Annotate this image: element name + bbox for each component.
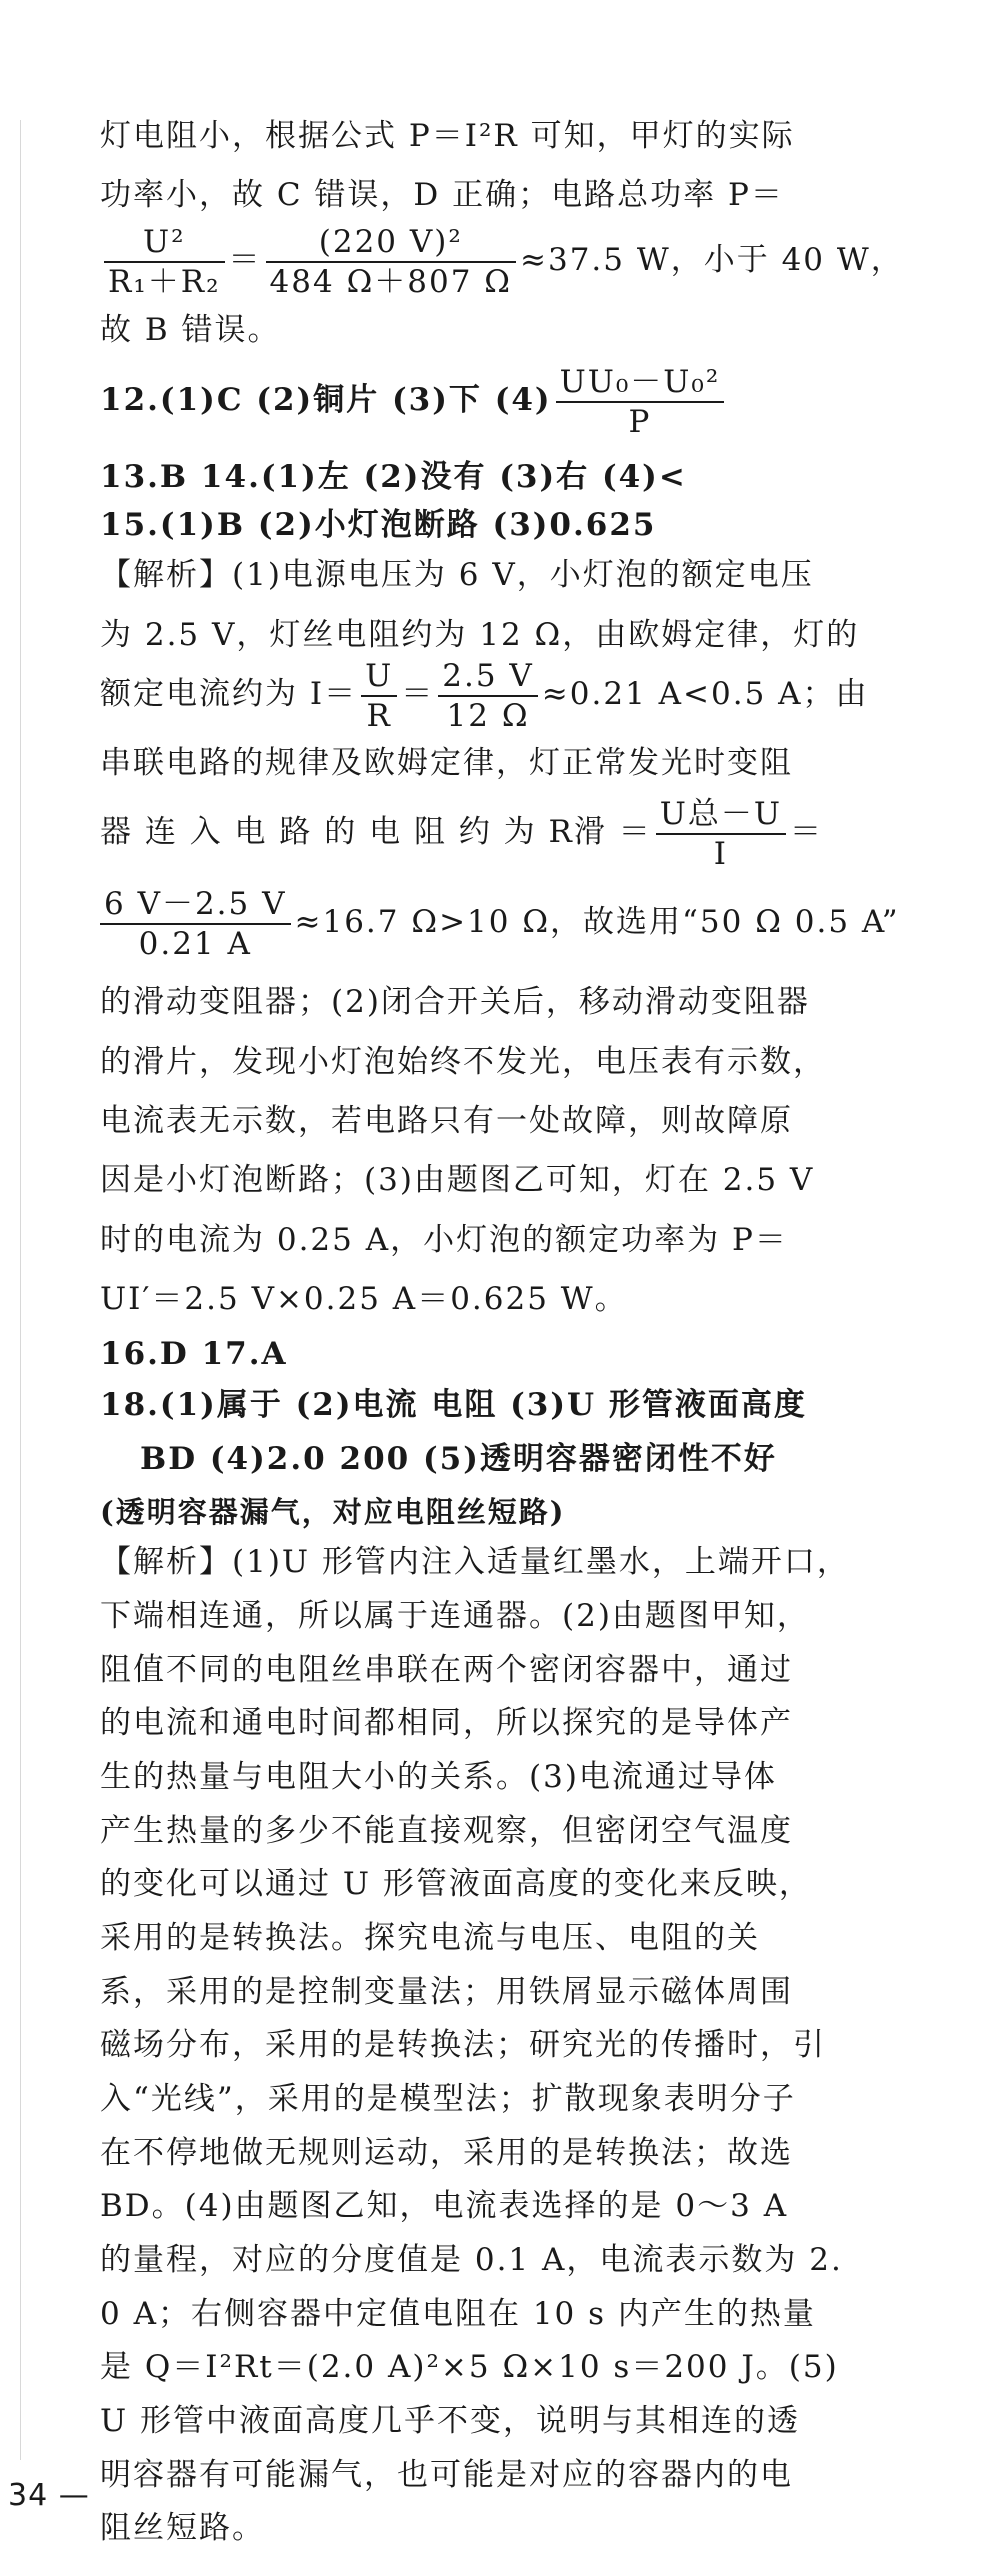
fraction	[100, 885, 291, 963]
denominator: R	[366, 697, 392, 734]
analysis-18-line: U 形管中液面高度几乎不变，说明与其相连的透	[100, 2403, 800, 2439]
analysis-18-line: 是 Q＝I²Rt＝(2.0 A)²×5 Ω×10 s＝200 J。(5)	[100, 2349, 839, 2385]
denominator: I	[713, 835, 728, 872]
analysis-18-line: 的变化可以通过 U 形管液面高度的变化来反映，	[100, 1866, 812, 1902]
analysis-18-line: 采用的是转换法。探究电流与电压、电阻的关	[100, 1920, 760, 1956]
fraction	[104, 223, 225, 301]
analysis-18-line: 明容器有可能漏气，也可能是对应的容器内的电	[100, 2457, 793, 2493]
text-span: ≈37.5 W，小于 40 W，	[520, 242, 904, 278]
text-span: 12.(1)C (2)铜片 (3)下 (4)	[100, 382, 552, 418]
analysis-15-line: 为 2.5 V，灯丝电阻约为 12 Ω，由欧姆定律，灯的	[100, 617, 860, 653]
text-span: 额定电流约为 I＝	[100, 676, 358, 712]
numerator: U²	[104, 223, 225, 263]
numerator: 6 V－2.5 V	[100, 885, 291, 925]
numerator: U	[361, 657, 397, 697]
fraction	[556, 363, 725, 441]
text-span: 器 连 入 电 路 的 电 阻 约 为 R滑 ＝	[100, 814, 652, 850]
analysis-18-line: 产生热量的多少不能直接观察，但密闭空气温度	[100, 1813, 793, 1849]
question-18: BD (4)2.0 200 (5)透明容器密闭性不好	[140, 1441, 777, 1477]
margin-rule	[20, 120, 21, 2460]
analysis-15-line: 电流表无示数，若电路只有一处故障，则故障原	[100, 1103, 793, 1139]
formula-line: $\frac{\text{U²}}{\text{R₁＋R₂}}$ ＝ $\frac{\text{(220 V)²}}{484 \Omega+807 \Omega}$ ≈37.5 W，小于 40 W，	[100, 218, 904, 302]
analysis-15-line: 【解析】(1)电源电压为 6 V，小灯泡的额定电压	[100, 557, 814, 593]
numerator: UU₀－U₀²	[556, 363, 725, 403]
text-span: ≈16.7 Ω>10 Ω，故选用“50 Ω 0.5 A”	[294, 904, 900, 940]
analysis-15-line: 的滑动变阻器；(2)闭合开关后，移动滑动变阻器	[100, 984, 810, 1020]
analysis-18-line: 系，采用的是控制变量法；用铁屑显示磁体周围	[100, 1974, 793, 2010]
fraction	[361, 657, 397, 735]
denominator: 484 Ω＋807 Ω	[269, 263, 512, 300]
text-line: 灯电阻小，根据公式 P＝I²R 可知，甲灯的实际	[100, 118, 795, 154]
denominator: P	[628, 403, 652, 440]
analysis-18-line: 阻值不同的电阻丝串联在两个密闭容器中，通过	[100, 1652, 793, 1688]
text-span: ＝	[790, 814, 823, 850]
analysis-15-line: 的滑片，发现小灯泡始终不发光，电压表有示数，	[100, 1044, 826, 1080]
text-span: ≈0.21 A<0.5 A；由	[541, 676, 869, 712]
denominator: 12 Ω	[446, 697, 530, 734]
question-12	[100, 358, 728, 442]
analysis-18-line: 生的热量与电阻大小的关系。(3)电流通过导体	[100, 1759, 777, 1795]
analysis-15-line: 因是小灯泡断路；(3)由题图乙可知，灯在 2.5 V	[100, 1162, 815, 1198]
question-15: 15.(1)B (2)小灯泡断路 (3)0.625	[100, 507, 657, 543]
denominator: R₁＋R₂	[108, 263, 221, 300]
denominator: 0.21 A	[138, 925, 252, 962]
numerator: U总－U	[656, 795, 786, 835]
analysis-18-line: 【解析】(1)U 形管内注入适量红墨水，上端开口，	[100, 1544, 850, 1580]
analysis-18-line: 阻丝短路。	[100, 2510, 265, 2546]
analysis-18-line: 磁场分布，采用的是转换法；研究光的传播时，引	[100, 2027, 826, 2063]
question-18: (透明容器漏气，对应电阻丝短路)	[100, 1495, 566, 1529]
fraction	[656, 795, 786, 873]
analysis-15-formula: 额定电流约为 I＝ $\frac{U}{R}$ ＝ $\frac{2.5 V}{12 \Omega}$ ≈0.21 A<0.5 A；由	[100, 657, 869, 734]
analysis-18-line: 的电流和通电时间都相同，所以探究的是导体产	[100, 1705, 793, 1741]
question-16-17: 16.D 17.A	[100, 1336, 288, 1372]
analysis-18-line: BD。(4)由题图乙知，电流表选择的是 0～3 A	[100, 2188, 789, 2224]
analysis-18-line: 的量程，对应的分度值是 0.1 A，电流表示数为 2.	[100, 2242, 843, 2278]
page-number: 34 —	[8, 2478, 90, 2513]
fraction	[438, 657, 538, 735]
analysis-18-line: 下端相连通，所以属于连通器。(2)由题图甲知，	[100, 1598, 810, 1634]
analysis-18-line: 在不停地做无规则运动，采用的是转换法；故选	[100, 2135, 793, 2171]
analysis-18-line: 0 A；右侧容器中定值电阻在 10 s 内产生的热量	[100, 2296, 816, 2332]
analysis-15-formula	[100, 880, 900, 964]
analysis-18-line: 入“光线”，采用的是模型法；扩散现象表明分子	[100, 2081, 796, 2117]
analysis-15-line: 串联电路的规律及欧姆定律，灯正常发光时变阻	[100, 745, 793, 781]
text-line: 故 B 错误。	[100, 312, 281, 348]
numerator: 2.5 V	[438, 657, 538, 697]
fraction	[266, 223, 516, 301]
analysis-15-formula	[100, 790, 823, 874]
question-18: 18.(1)属于 (2)电流 电阻 (3)U 形管液面高度	[100, 1387, 807, 1423]
numerator: (220 V)²	[266, 223, 516, 263]
question-13-14: 13.B 14.(1)左 (2)没有 (3)右 (4)<	[100, 459, 687, 495]
text-line: 功率小，故 C 错误，D 正确；电路总功率 P＝	[100, 177, 784, 213]
analysis-15-line: 时的电流为 0.25 A，小灯泡的额定功率为 P＝	[100, 1222, 788, 1258]
analysis-15-line: UI′＝2.5 V×0.25 A＝0.625 W。	[100, 1281, 628, 1317]
